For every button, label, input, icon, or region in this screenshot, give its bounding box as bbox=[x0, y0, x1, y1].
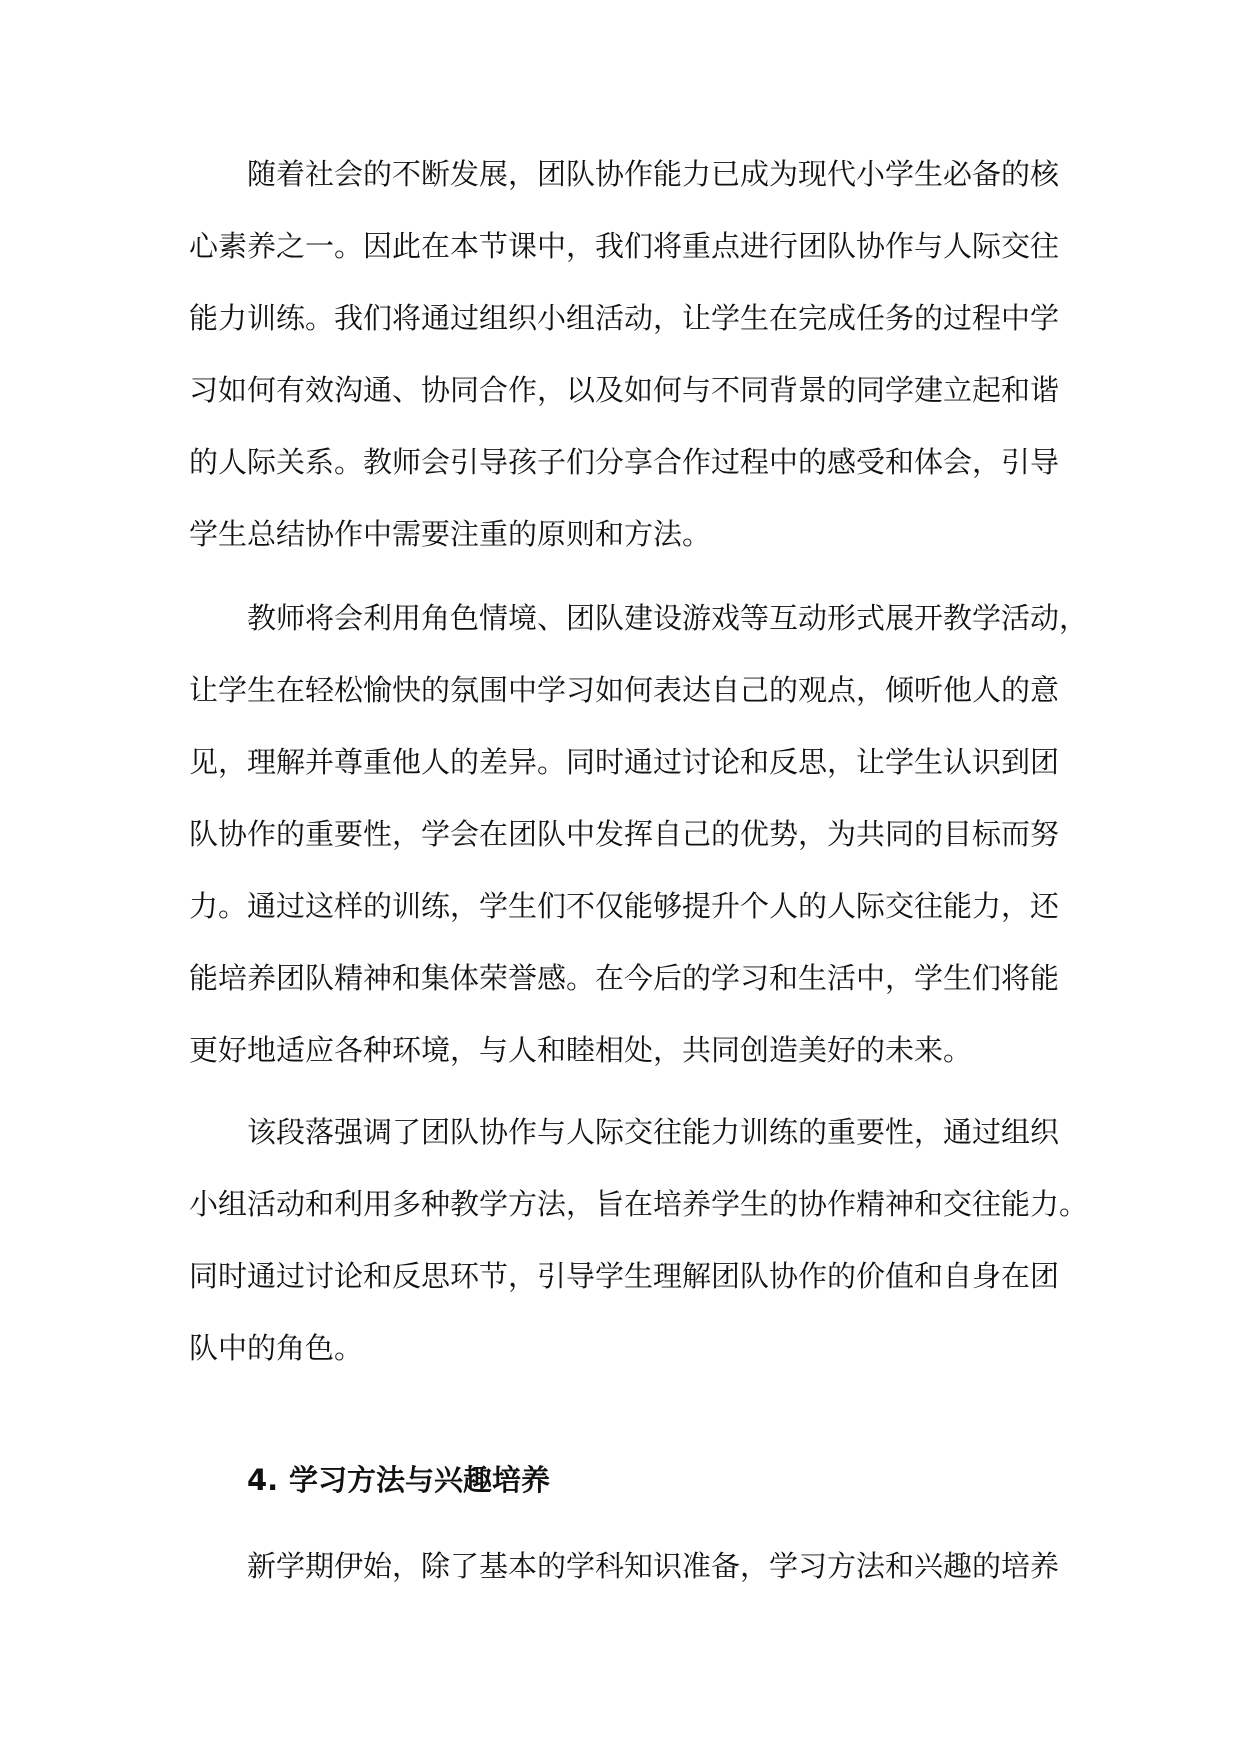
paragraph-2-line-4: 队协作的重要性，学会在团队中发挥自己的优势，为共同的目标而努 bbox=[189, 817, 1060, 851]
paragraph-1-line-1: 随着社会的不断发展，团队协作能力已成为现代小学生必备的核 bbox=[247, 157, 1060, 191]
section-paragraph-line-1: 新学期伊始，除了基本的学科知识准备，学习方法和兴趣的培养 bbox=[247, 1549, 1060, 1583]
section-heading bbox=[247, 1460, 550, 1500]
paragraph-2-line-7: 更好地适应各种环境，与人和睦相处，共同创造美好的未来。 bbox=[189, 1033, 973, 1067]
paragraph-2-line-3: 见，理解并尊重他人的差异。同时通过讨论和反思，让学生认识到团 bbox=[189, 745, 1060, 779]
section-title: 学习方法与兴趣培养 bbox=[289, 1463, 551, 1497]
paragraph-2-line-1: 教师将会利用角色情境、团队建设游戏等互动形式展开教学活动， bbox=[247, 601, 1089, 635]
paragraph-2-line-6: 能培养团队精神和集体荣誉感。在今后的学习和生活中，学生们将能 bbox=[189, 961, 1060, 995]
paragraph-3-line-1: 该段落强调了团队协作与人际交往能力训练的重要性，通过组织 bbox=[247, 1115, 1060, 1149]
paragraph-2-line-5: 力。通过这样的训练，学生们不仅能够提升个人的人际交往能力，还 bbox=[189, 889, 1060, 923]
paragraph-1-line-3: 能力训练。我们将通过组织小组活动，让学生在完成任务的过程中学 bbox=[189, 301, 1060, 335]
paragraph-1-line-5: 的人际关系。教师会引导孩子们分享合作过程中的感受和体会，引导 bbox=[189, 445, 1060, 479]
section-number: 4. bbox=[247, 1463, 279, 1497]
paragraph-3-line-3: 同时通过讨论和反思环节，引导学生理解团队协作的价值和自身在团 bbox=[189, 1259, 1060, 1293]
paragraph-3-line-4: 队中的角色。 bbox=[189, 1331, 364, 1365]
paragraph-1-line-6: 学生总结协作中需要注重的原则和方法。 bbox=[189, 517, 712, 551]
paragraph-3-line-2: 小组活动和利用多种教学方法，旨在培养学生的协作精神和交往能力。 bbox=[189, 1187, 1089, 1221]
paragraph-1-line-2: 心素养之一。因此在本节课中，我们将重点进行团队协作与人际交往 bbox=[189, 229, 1060, 263]
paragraph-2-line-2: 让学生在轻松愉快的氛围中学习如何表达自己的观点，倾听他人的意 bbox=[189, 673, 1060, 707]
paragraph-1-line-4: 习如何有效沟通、协同合作，以及如何与不同背景的同学建立起和谐 bbox=[189, 373, 1060, 407]
